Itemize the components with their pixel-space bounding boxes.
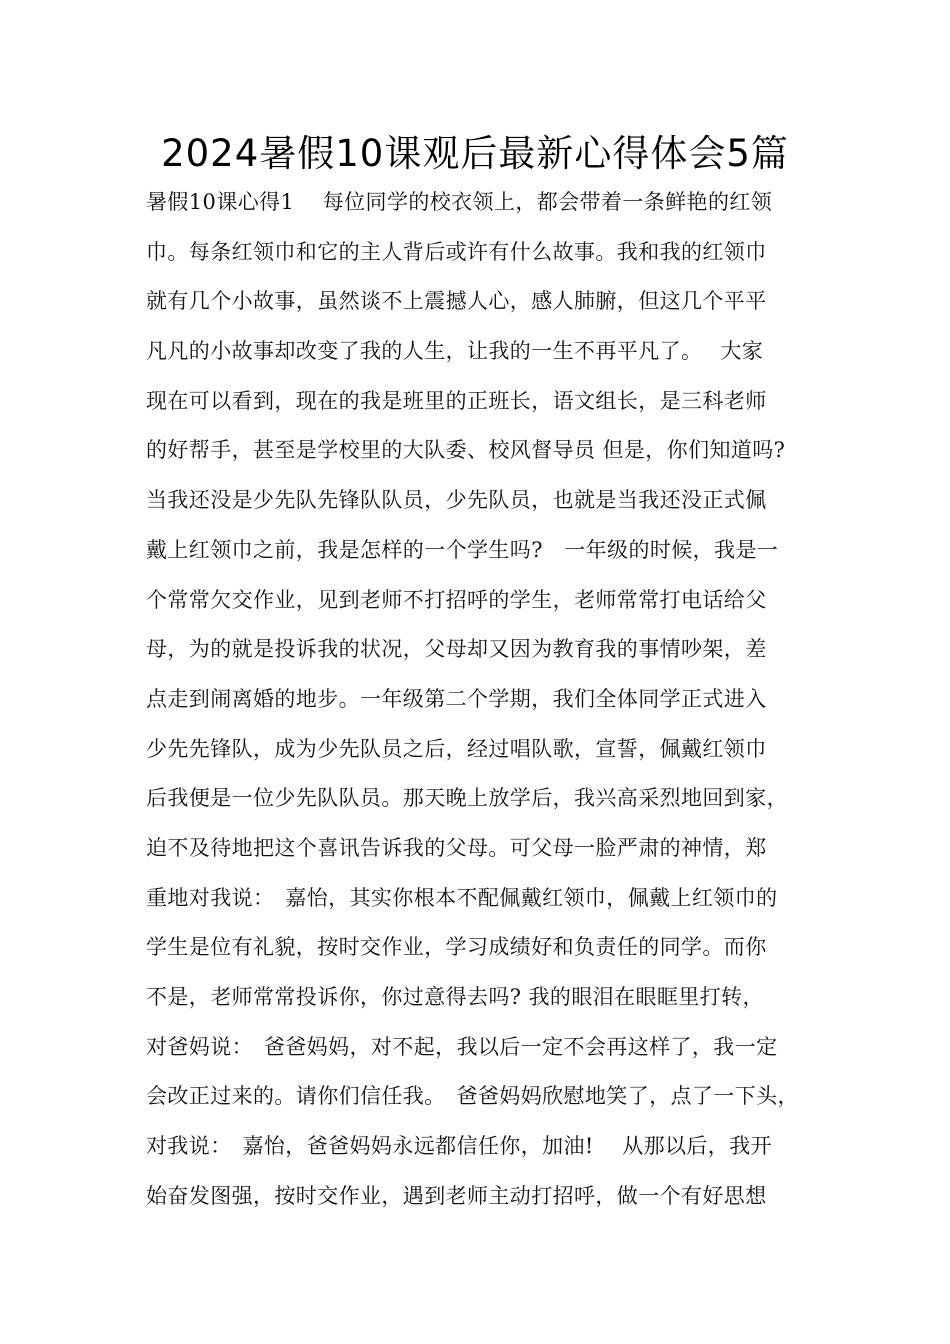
body-line: 重地对我说： 嘉怡，其实你根本不配佩戴红领巾，佩戴上红领巾的 xyxy=(146,885,778,910)
body-line: 点走到闹离婚的地步。一年级第二个学期，我们全体同学正式进入 xyxy=(146,686,767,711)
body-line: 就有几个小故事，虽然谈不上震撼人心，感人肺腑，但这几个平平 xyxy=(146,289,767,314)
body-line: 当我还没是少先队先锋队队员，少先队员，也就是当我还没正式佩 xyxy=(146,488,767,513)
body-line: 凡凡的小故事却改变了我的人生，让我的一生不再平凡了。 大家 xyxy=(146,339,764,364)
body-line: 的好帮手，甚至是学校里的大队委、校风督导员 但是，你们知道吗? xyxy=(146,438,786,463)
body-line: 后我便是一位少先队队员。那天晚上放学后，我兴高采烈地回到家， xyxy=(146,786,788,811)
body-line: 戴上红领巾之前，我是怎样的一个学生吗? 一年级的时候，我是一 xyxy=(146,537,779,562)
document-body xyxy=(146,180,826,1223)
body-line: 学生是位有礼貌，按时交作业，学习成绩好和负责任的同学。而你 xyxy=(146,935,767,960)
body-line: 母，为的就是投诉我的状况，父母却又因为教育我的事情吵架，差 xyxy=(146,637,767,662)
body-line: 现在可以看到，现在的我是班里的正班长，语文组长，是三科老师 xyxy=(146,388,767,413)
body-line: 对我说： 嘉怡，爸爸妈妈永远都信任你，加油! 从那以后，我开 xyxy=(146,1134,773,1159)
body-line: 始奋发图强，按时交作业，遇到老师主动打招呼，做一个有好思想 xyxy=(146,1183,767,1208)
body-line: 暑假10课心得1 每位同学的校衣领上，都会带着一条鲜艳的红领 xyxy=(146,190,773,214)
body-line: 会改正过来的。请你们信任我。 爸爸妈妈欣慰地笑了，点了一下头， xyxy=(146,1084,799,1109)
body-line: 迫不及待地把这个喜讯告诉我的父母。可父母一脸严肃的神情，郑 xyxy=(146,835,767,860)
body-line: 巾。每条红领巾和它的主人背后或许有什么故事。我和我的红领巾 xyxy=(146,239,767,264)
document-title: 2024暑假10课观后最新心得体会5篇 xyxy=(161,132,789,175)
body-line: 不是，老师常常投诉你，你过意得去吗? 我的眼泪在眼眶里打转， xyxy=(146,985,764,1009)
body-line: 少先先锋队，成为少先队员之后，经过唱队歌，宣誓，佩戴红领巾 xyxy=(146,736,767,761)
body-line: 个常常欠交作业，见到老师不打招呼的学生，老师常常打电话给父 xyxy=(146,587,767,612)
body-line: 对爸妈说： 爸爸妈妈，对不起，我以后一定不会再这样了，我一定 xyxy=(146,1034,778,1059)
